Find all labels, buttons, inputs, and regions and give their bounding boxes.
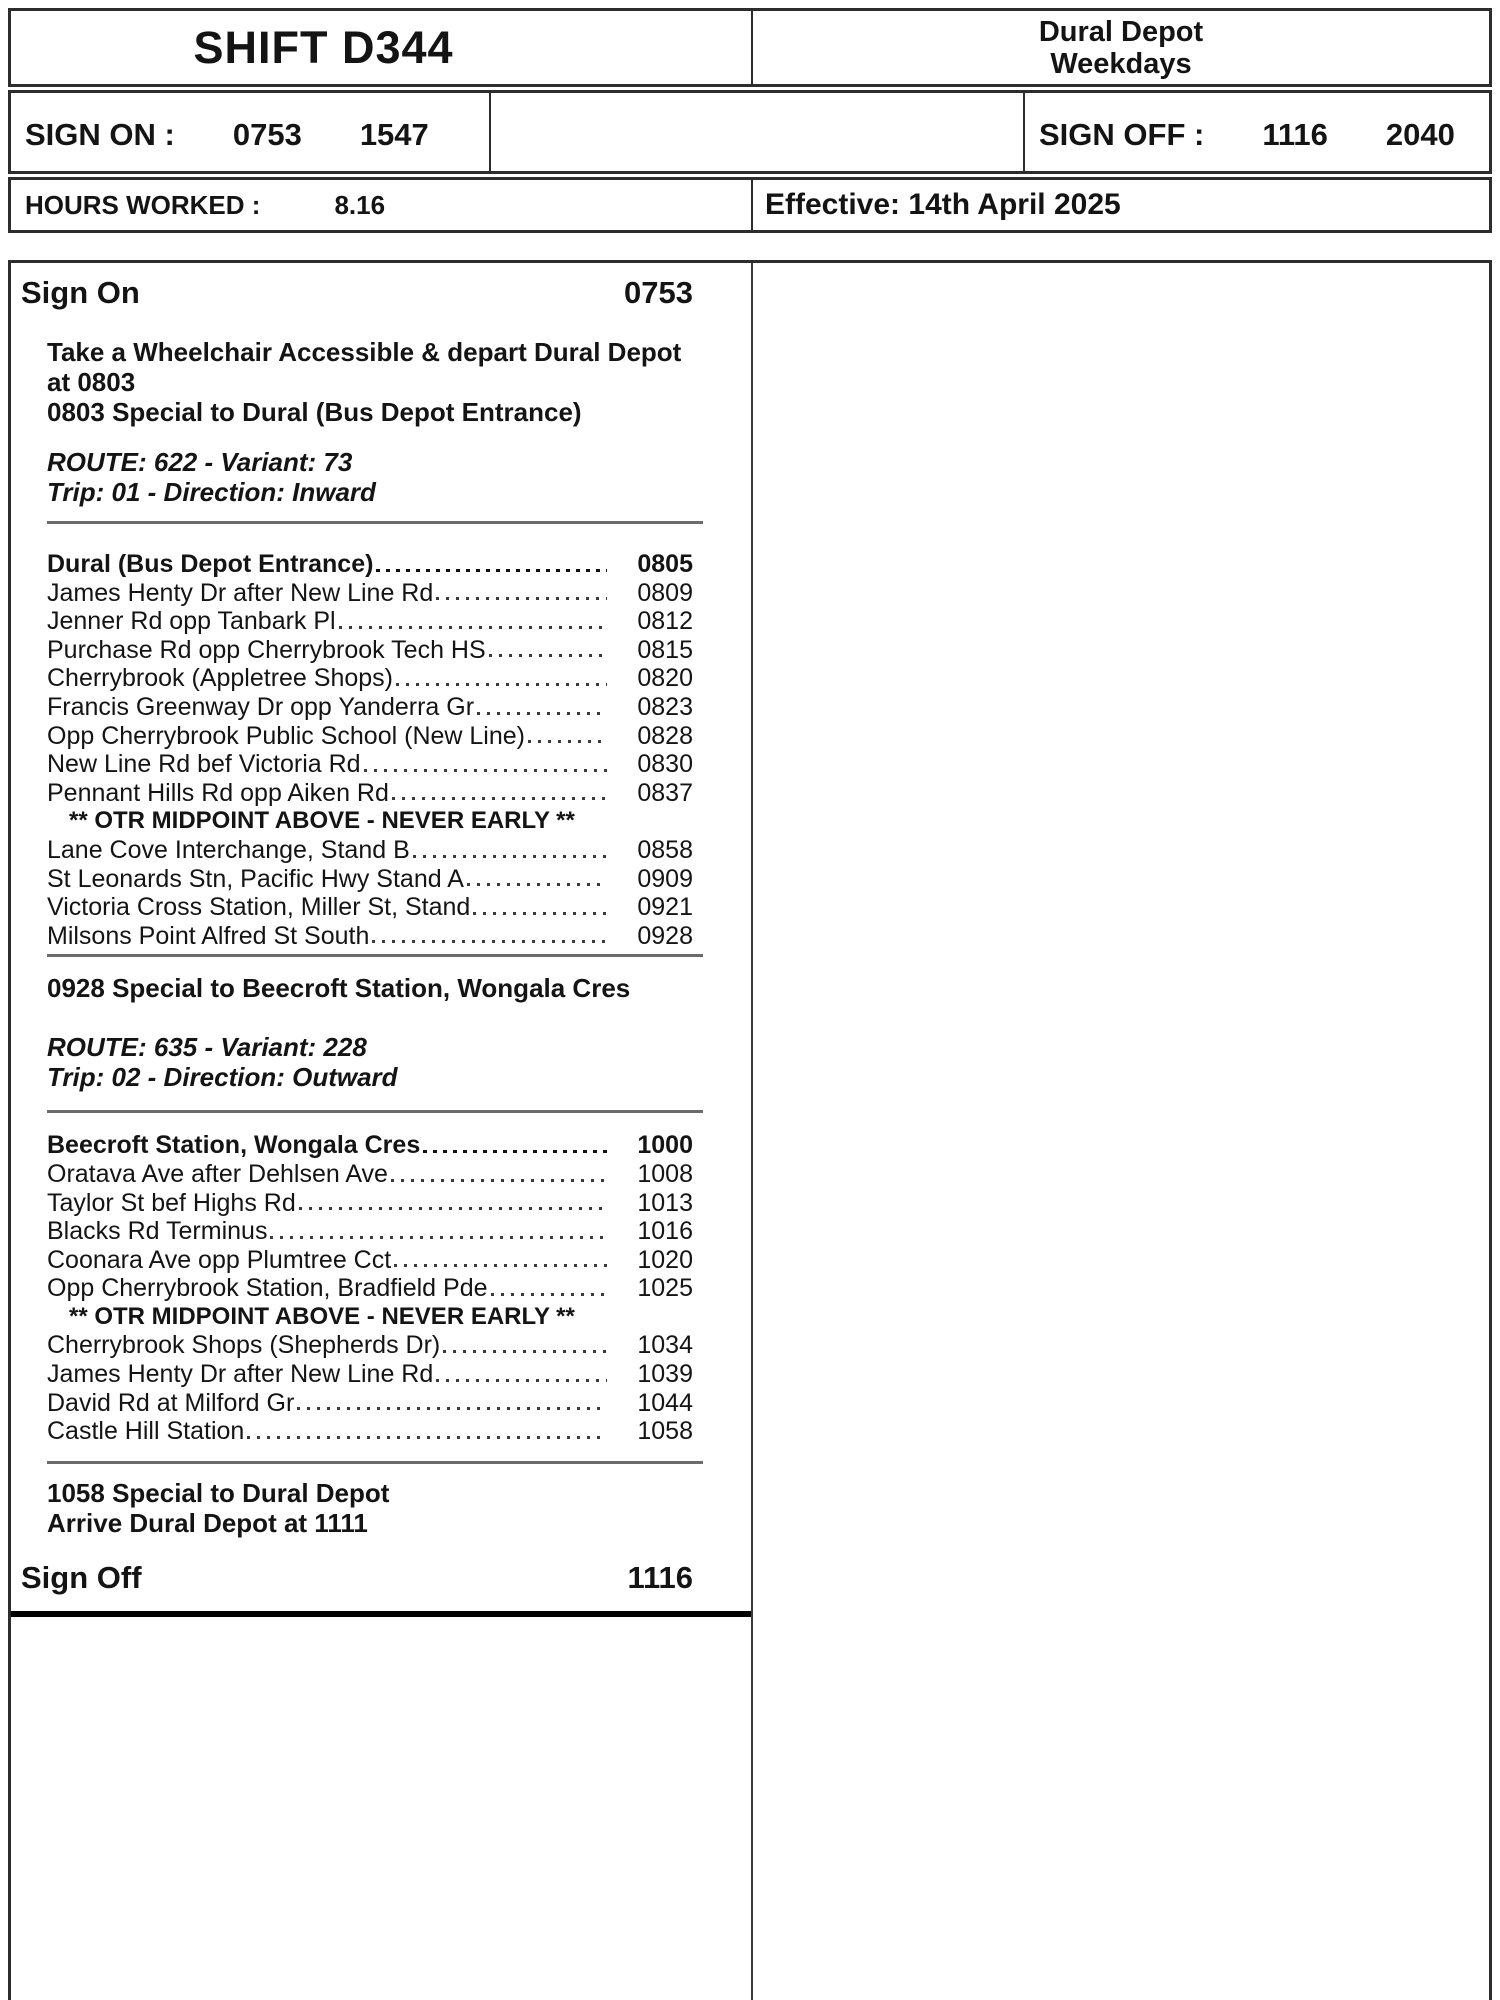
stop-time: 1058 [637, 1417, 693, 1446]
stop-row [47, 779, 693, 808]
stop-time: 0828 [637, 721, 693, 750]
sign-off-cell [1025, 93, 1489, 171]
stop-time: 0928 [637, 921, 693, 950]
stop-row [47, 1160, 693, 1189]
sign-off-separator-line [11, 1611, 751, 1617]
stop-row [47, 579, 693, 608]
header-row-hours [8, 177, 1492, 233]
stop-time: 1044 [637, 1388, 693, 1417]
hours-worked-cell [11, 180, 753, 230]
empty-middle-cell [491, 93, 1025, 171]
otr-midpoint-note: ** OTR MIDPOINT ABOVE - NEVER EARLY ** [69, 807, 575, 835]
stop-name: David Rd at Milford Gr [47, 1388, 295, 1417]
start-notes [47, 337, 713, 427]
sign-off-heading: Sign Off [21, 1559, 142, 1595]
depot-name: Dural Depot [1038, 16, 1204, 48]
stop-name: Cherrybrook Shops (Shepherds Dr) [47, 1331, 441, 1360]
stop-row [47, 1360, 693, 1389]
stop-time: 0830 [637, 750, 693, 779]
stop-time: 1039 [637, 1360, 693, 1389]
header [8, 8, 1492, 233]
depot-cell [753, 11, 1489, 84]
sign-on-label: SIGN ON : [25, 117, 175, 152]
stop-name: Coonara Ave opp Plumtree Cct [47, 1245, 392, 1274]
hours-worked-label: HOURS WORKED : [25, 189, 261, 220]
stop-row [47, 1246, 693, 1275]
stop-name: James Henty Dr after New Line Rd [47, 578, 434, 607]
stop-row [47, 1217, 693, 1246]
stop-name: St Leonards Stn, Pacific Hwy Stand A [47, 864, 464, 893]
dot-leader [394, 1264, 607, 1267]
stop-time: 0909 [637, 864, 693, 893]
dot-leader [467, 883, 607, 886]
otr-midpoint-note: ** OTR MIDPOINT ABOVE - NEVER EARLY ** [69, 1302, 575, 1330]
effective-date: Effective: 14th April 2025 [765, 188, 1121, 221]
shift-title: SHIFT D344 [11, 11, 753, 84]
stop-name: Francis Greenway Dr opp Yanderra Gr [47, 692, 475, 721]
dot-leader [436, 1379, 607, 1382]
dot-leader [489, 654, 607, 657]
trip-line-2: Trip: 02 - Direction: Outward [47, 1062, 398, 1093]
dot-leader [443, 1350, 607, 1353]
sign-off-label: SIGN OFF : [1039, 117, 1205, 152]
divider-rule [47, 521, 703, 524]
stop-row [47, 1417, 693, 1446]
dot-leader [392, 797, 607, 800]
duty-body [8, 260, 1492, 2000]
dot-leader [391, 1179, 607, 1182]
divider-rule [47, 954, 703, 957]
dot-leader [473, 912, 607, 915]
route-line-2: ROUTE: 635 - Variant: 228 [47, 1032, 367, 1063]
stop-row [47, 750, 693, 779]
dot-leader [297, 1407, 607, 1410]
dot-leader [364, 769, 607, 772]
stop-row [47, 664, 693, 693]
stop-row [47, 636, 693, 665]
stop-row [47, 1331, 693, 1360]
dot-leader [436, 597, 607, 600]
stop-time: 1034 [637, 1331, 693, 1360]
stop-row [47, 607, 693, 636]
stop-row [47, 1131, 693, 1160]
dot-leader [491, 1293, 607, 1296]
dot-leader [299, 1207, 607, 1210]
stop-row [47, 693, 693, 722]
stop-time: 1020 [637, 1245, 693, 1274]
dot-leader [396, 683, 607, 686]
depart-note: Take a Wheelchair Accessible & depart Dural Depot at 0803 [47, 337, 682, 397]
stop-time: 0858 [637, 835, 693, 864]
route-line-1: ROUTE: 622 - Variant: 73 [47, 447, 353, 477]
dot-leader [270, 1236, 607, 1239]
arrive-depot-note: Arrive Dural Depot at 1111 [47, 1507, 368, 1538]
sign-on-heading: Sign On [21, 275, 140, 310]
sign-on-cell [11, 93, 491, 171]
stop-row [47, 1274, 693, 1303]
stop-name: Pennant Hills Rd opp Aiken Rd [47, 778, 389, 807]
special-to-depot-note: 1058 Special to Dural Depot [47, 1477, 390, 1508]
stop-time: 0812 [637, 607, 693, 636]
stop-name: Blacks Rd Terminus [47, 1217, 268, 1246]
stop-time: 0809 [637, 578, 693, 607]
stop-row [47, 836, 693, 865]
stop-time: 1016 [637, 1217, 693, 1246]
sign-off-time-1: 1116 [1262, 117, 1328, 152]
route-info-2 [47, 1032, 751, 1092]
stop-row [47, 722, 693, 751]
dot-leader [423, 1150, 607, 1153]
divider-rule [47, 1461, 703, 1464]
sign-on-row [11, 263, 751, 311]
stop-list-2 [47, 1131, 693, 1446]
stop-time: 0820 [637, 664, 693, 693]
stop-time: 0823 [637, 692, 693, 721]
stop-name: Jenner Rd opp Tanbark Pl [47, 607, 336, 636]
stop-row [47, 922, 693, 951]
stop-row [47, 865, 693, 894]
stop-name: Victoria Cross Station, Miller St, Stand [47, 893, 471, 922]
sign-off-row [11, 1538, 751, 1596]
header-row-sign-times [8, 90, 1492, 174]
end-notes [47, 1478, 713, 1538]
stop-name: Lane Cove Interchange, Stand B [47, 835, 410, 864]
header-row-title [8, 8, 1492, 87]
stop-row [47, 550, 693, 579]
stop-time: 1008 [637, 1159, 693, 1188]
special-to-note: 0803 Special to Dural (Bus Depot Entrance) [47, 397, 582, 427]
stop-row [47, 893, 693, 922]
stop-name: Dural (Bus Depot Entrance) [47, 550, 374, 578]
dot-leader [477, 712, 607, 715]
stop-name: Beecroft Station, Wongala Cres [47, 1131, 421, 1160]
sign-on-heading-time: 0753 [624, 275, 693, 310]
sign-on-time-2: 1547 [359, 117, 429, 152]
dot-leader [376, 569, 607, 572]
sign-on-time-1: 0753 [232, 117, 302, 152]
stop-list-1 [47, 550, 693, 950]
route-info-1 [47, 447, 751, 507]
stop-time: 1000 [637, 1131, 693, 1160]
stop-time: 0921 [637, 893, 693, 922]
stop-name: Purchase Rd opp Cherrybrook Tech HS [47, 635, 486, 664]
sign-off-heading-time: 1116 [627, 1559, 693, 1595]
stop-time: 1013 [637, 1188, 693, 1217]
stop-time: 0837 [637, 778, 693, 807]
dot-leader [528, 740, 607, 743]
stop-name: Milsons Point Alfred St South [47, 921, 370, 950]
duty-right-column-empty [753, 263, 1489, 2000]
dot-leader [339, 626, 607, 629]
hours-worked-value: 8.16 [334, 189, 386, 220]
trip-line-1: Trip: 01 - Direction: Inward [47, 477, 376, 507]
stop-name: Opp Cherrybrook Station, Bradfield Pde [47, 1274, 488, 1303]
duty-left-column [11, 263, 753, 2000]
dot-leader [413, 855, 607, 858]
stop-name: Cherrybrook (Appletree Shops) [47, 664, 393, 693]
sign-off-time-2: 2040 [1385, 117, 1455, 152]
dot-leader [372, 940, 607, 943]
stop-name: Oratava Ave after Dehlsen Ave [47, 1159, 388, 1188]
stop-name: Opp Cherrybrook Public School (New Line) [47, 721, 525, 750]
stop-row [47, 1189, 693, 1218]
stop-time: 1025 [637, 1274, 693, 1303]
divider-rule [47, 1110, 703, 1113]
stop-name: New Line Rd bef Victoria Rd [47, 750, 361, 779]
stop-name: Castle Hill Station [47, 1417, 245, 1446]
stop-row [47, 1389, 693, 1418]
depot-day-type: Weekdays [1050, 48, 1192, 80]
stop-time: 0815 [637, 635, 693, 664]
stop-name: James Henty Dr after New Line Rd [47, 1360, 434, 1389]
special-note-0928: 0928 Special to Beecroft Station, Wongala Cres [47, 973, 631, 1004]
stop-time: 0805 [637, 550, 693, 578]
dot-leader [247, 1436, 607, 1439]
stop-name: Taylor St bef Highs Rd [47, 1188, 296, 1217]
